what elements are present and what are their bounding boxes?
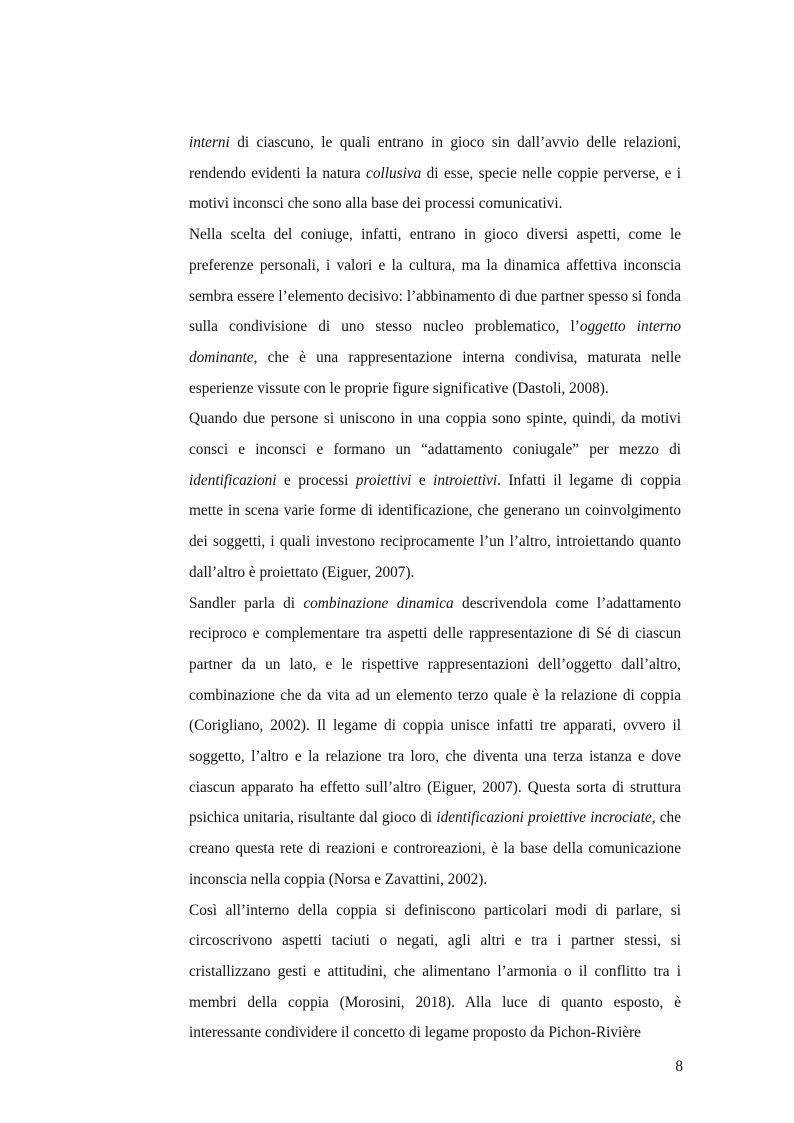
paragraph — [189, 220, 681, 404]
text-run: . Infatti il legame di coppia mette in scena varie forme di identificazione, che generano un coinvolgimento dei soggetti, i quali investono reciprocamente l’un l’altro, introiettando quanto dall’altro è proiettato (Eiguer, 2007). — [189, 471, 681, 581]
italic-text: interni — [189, 134, 230, 151]
text-run: di esse, specie nelle coppie perverse, e i motivi inconsci che sono alla base dei processi comunicativi. — [189, 164, 681, 213]
text-run: Quando due persone si uniscono in una coppia sono spinte, quindi, da motivi consci e inconsci e formano un “adattamento coniugale” per mezzo di — [189, 410, 681, 459]
italic-text: proiettivi — [355, 471, 412, 489]
page-number: 8 — [675, 1058, 683, 1075]
text-run: descrivendola come l’adattamento reciproco e complementare tra aspetti delle rappresentazione di Sé di ciascun partner da un lato, e le rispettive rappresentazioni dell’oggetto dall’altro, combinazione che da vita ad un elemento terzo quale è la relazione di coppia (Corigliano, 2002). Il legame di coppia unisce infatti tre apparati, ovvero il soggetto, l’altro e la relazione tra loro, che diventa una terza istanza e dove ciascun apparato ha effetto sull’altro (Eiguer, 2007). Questa sorta di struttura psichica unitaria, risultante dal gioco di — [189, 594, 681, 827]
paragraph — [189, 128, 681, 220]
italic-text: oggetto interno dominante — [189, 318, 681, 366]
body-text — [189, 128, 681, 1049]
italic-text: introiettivi — [433, 471, 498, 489]
italic-text: combinazione dinamica — [303, 594, 454, 612]
text-run: e processi — [276, 471, 356, 489]
paragraph — [189, 404, 681, 588]
paragraph — [189, 589, 681, 896]
text-run: e — [411, 471, 434, 489]
text-run: di ciascuno, le quali entrano in gioco sin dall’avvio delle relazioni, rendendo evidenti la natura — [189, 134, 681, 182]
text-run: Sandler parla di — [189, 594, 304, 612]
text-run: , che è una rappresentazione interna condivisa, maturata nelle esperienze vissute con le proprie figure significative (Dastoli, 2008). — [189, 348, 681, 397]
text-run: Così all’interno della coppia si definiscono particolari modi di parlare, si circoscrivono aspetti taciuti o negati, agli altri e tra i partner stessi, si cristallizzano gesti e attitudini, che alimentano l’armonia o il conflitto tra i membri della coppia (Morosini, 2018). Alla luce di quanto esposto, è interessante condividere il concetto di legame proposto da Pichon-Rivière — [189, 901, 681, 1042]
italic-text: identificazioni proiettive incrociate, — [436, 809, 656, 827]
paragraph — [189, 896, 681, 1050]
text-run: che creano questa rete di reazioni e controreazioni, è la base della comunicazione inconscia nella coppia (Norsa e Zavattini, 2002). — [189, 809, 681, 888]
text-run: Nella scelta del coniuge, infatti, entrano in gioco diversi aspetti, come le preferenze personali, i valori e la cultura, ma la dinamica affettiva inconscia sembra essere l’elemento decisivo: l’abbinamento di due partner spesso si fonda sulla condivisione di uno stesso nucleo problematico, l’ — [189, 226, 681, 336]
italic-text: collusiva — [366, 164, 422, 182]
italic-text: identificazioni — [189, 471, 277, 489]
